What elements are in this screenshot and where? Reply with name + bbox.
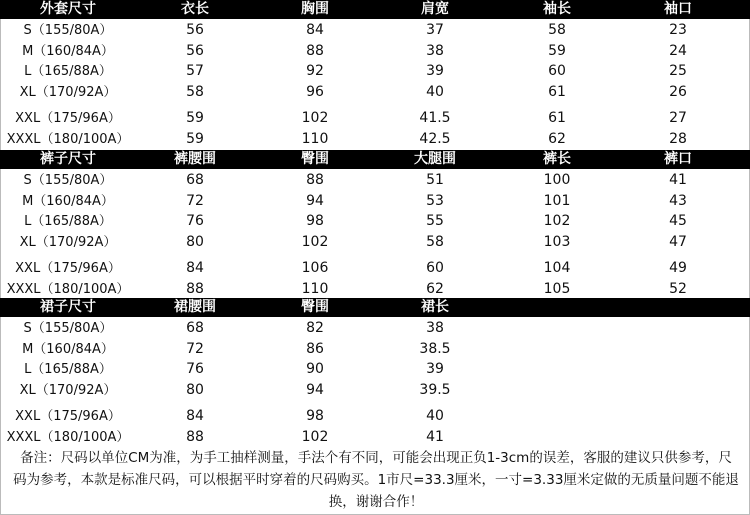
size-label-cell: XXL（175/96A） [15,409,121,424]
size-label-cell: XXXL（180/100A） [6,282,130,297]
measure-cell: 76 [186,213,204,229]
measure-cell: 26 [669,84,687,100]
size-label-cell: XXL（175/96A） [15,261,121,276]
pants-header-cell: 裤腰围 [174,151,216,167]
measure-cell: 25 [669,63,687,79]
measure-cell: 57 [186,63,204,79]
measure-cell: 61 [548,84,566,100]
measure-cell: 104 [543,260,571,276]
measure-cell: 106 [301,260,329,276]
pants-header-cell: 臀围 [301,151,329,167]
measure-cell: 59 [186,131,204,147]
measure-cell: 82 [306,320,324,336]
skirt-header-cell: 臀围 [301,299,329,315]
measure-cell: 68 [186,320,204,336]
size-label-cell: S（155/80A） [23,321,113,336]
measure-cell: 51 [426,172,444,188]
measure-cell: 24 [669,43,687,59]
size-label-cell: XXXL（180/100A） [6,132,130,147]
measure-cell: 56 [186,43,204,59]
jacket-table-row [0,62,750,81]
measure-cell: 58 [548,22,566,38]
size-label-cell: XL（170/92A） [19,235,117,250]
skirt-table-row [0,407,750,426]
skirt-header-cell: 裙腰围 [174,299,216,315]
measure-cell: 88 [306,43,324,59]
jacket-header-cell: 胸围 [301,1,329,17]
pants-header-cell: 裤长 [543,151,571,167]
skirt-table-row [0,319,750,338]
skirt-header-cell: 裙长 [421,299,449,315]
measure-cell: 39 [426,361,444,377]
jacket-header-cell: 袖口 [664,1,692,17]
pants-table-row [0,233,750,252]
measure-cell: 88 [186,429,204,445]
measure-cell: 110 [301,131,329,147]
measure-cell: 88 [186,281,204,297]
measure-cell: 88 [306,172,324,188]
size-label-cell: L（165/88A） [24,214,112,229]
measure-cell: 47 [669,234,687,250]
measure-cell: 110 [301,281,329,297]
pants-table-row [0,212,750,231]
measure-cell: 59 [548,43,566,59]
pants-table-row [0,171,750,190]
measure-cell: 62 [426,281,444,297]
size-label-cell: S（155/80A） [23,173,113,188]
measure-cell: 62 [548,131,566,147]
measure-cell: 90 [306,361,324,377]
size-label-cell: XXL（175/96A） [15,111,121,126]
measure-cell: 98 [306,408,324,424]
measure-cell: 41.5 [419,110,451,126]
size-label-cell: L（165/88A） [24,362,112,377]
pants-header-cell: 裤口 [664,151,692,167]
measure-cell: 105 [543,281,571,297]
pants-table-row [0,192,750,211]
measure-cell: 102 [543,213,571,229]
measure-cell: 92 [306,63,324,79]
measure-cell: 100 [543,172,571,188]
note-line-3: 换，谢谢合作！ [328,494,424,510]
measure-cell: 49 [669,260,687,276]
measure-cell: 72 [186,341,204,357]
measure-cell: 27 [669,110,687,126]
measure-cell: 39.5 [419,382,451,398]
skirt-table-row [0,360,750,379]
measure-cell: 80 [186,234,204,250]
size-label-cell: M（160/84A） [22,194,114,209]
measure-cell: 59 [186,110,204,126]
measure-cell: 102 [301,429,329,445]
measure-cell: 80 [186,382,204,398]
skirt-header-cell: 裙子尺寸 [40,299,96,315]
pants-header-cell: 裤子尺寸 [40,151,96,167]
jacket-table-row [0,42,750,61]
jacket-header-cell: 袖长 [543,1,571,17]
measure-cell: 41 [426,429,444,445]
measure-cell: 60 [426,260,444,276]
measure-cell: 98 [306,213,324,229]
measure-cell: 56 [186,22,204,38]
measure-cell: 68 [186,172,204,188]
measure-cell: 37 [426,22,444,38]
measure-cell: 28 [669,131,687,147]
size-label-cell: M（160/84A） [22,342,114,357]
measure-cell: 84 [186,260,204,276]
measure-cell: 40 [426,84,444,100]
measure-cell: 41 [669,172,687,188]
measure-cell: 38.5 [419,341,451,357]
size-label-cell: L（165/88A） [24,64,112,79]
jacket-header-cell: 外套尺寸 [40,1,96,17]
size-label-cell: M（160/84A） [22,44,114,59]
measure-cell: 58 [186,84,204,100]
measure-cell: 84 [186,408,204,424]
jacket-table-row [0,109,750,128]
skirt-table-row [0,428,750,447]
measure-cell: 40 [426,408,444,424]
pants-header-bar [0,150,750,169]
skirt-header-bar [0,298,750,317]
measure-cell: 45 [669,213,687,229]
measure-cell: 94 [306,193,324,209]
measure-cell: 76 [186,361,204,377]
measure-cell: 96 [306,84,324,100]
measure-cell: 61 [548,110,566,126]
note-line-1: 备注：尺码以单位CM为准，为手工抽样测量，手法个有不同，可能会出现正负1-3cm的误差，客服的建议只供参考，尺 [20,450,732,466]
measure-cell: 53 [426,193,444,209]
measure-cell: 43 [669,193,687,209]
skirt-table-row [0,381,750,400]
pants-table-row [0,280,750,299]
measure-cell: 38 [426,43,444,59]
size-label-cell: XL（170/92A） [19,85,117,100]
measure-cell: 94 [306,382,324,398]
measure-cell: 42.5 [419,131,451,147]
measure-cell: 39 [426,63,444,79]
jacket-header-cell: 衣长 [181,1,209,17]
pants-header-cell: 大腿围 [414,151,456,167]
measure-cell: 58 [426,234,444,250]
jacket-table-row [0,21,750,40]
jacket-table-row [0,83,750,102]
measure-cell: 103 [543,234,571,250]
measure-cell: 60 [548,63,566,79]
measure-cell: 52 [669,281,687,297]
size-label-cell: XXXL（180/100A） [6,430,130,445]
measure-cell: 102 [301,234,329,250]
size-label-cell: XL（170/92A） [19,383,117,398]
size-note [6,447,746,513]
note-line-2: 码为参考，本款是标准尺码，可以根据平时穿着的尺码购买。1市尺=33.3厘米，一寸=3.33厘米定做的无质量问题不能退 [13,472,739,488]
size-label-cell: S（155/80A） [23,23,113,38]
measure-cell: 102 [301,110,329,126]
measure-cell: 38 [426,320,444,336]
jacket-header-bar [0,0,750,19]
measure-cell: 101 [543,193,571,209]
pants-table-row [0,259,750,278]
jacket-table-row [0,130,750,149]
measure-cell: 23 [669,22,687,38]
measure-cell: 55 [426,213,444,229]
jacket-header-cell: 肩宽 [421,1,449,17]
measure-cell: 86 [306,341,324,357]
measure-cell: 72 [186,193,204,209]
measure-cell: 84 [306,22,324,38]
skirt-table-row [0,340,750,359]
